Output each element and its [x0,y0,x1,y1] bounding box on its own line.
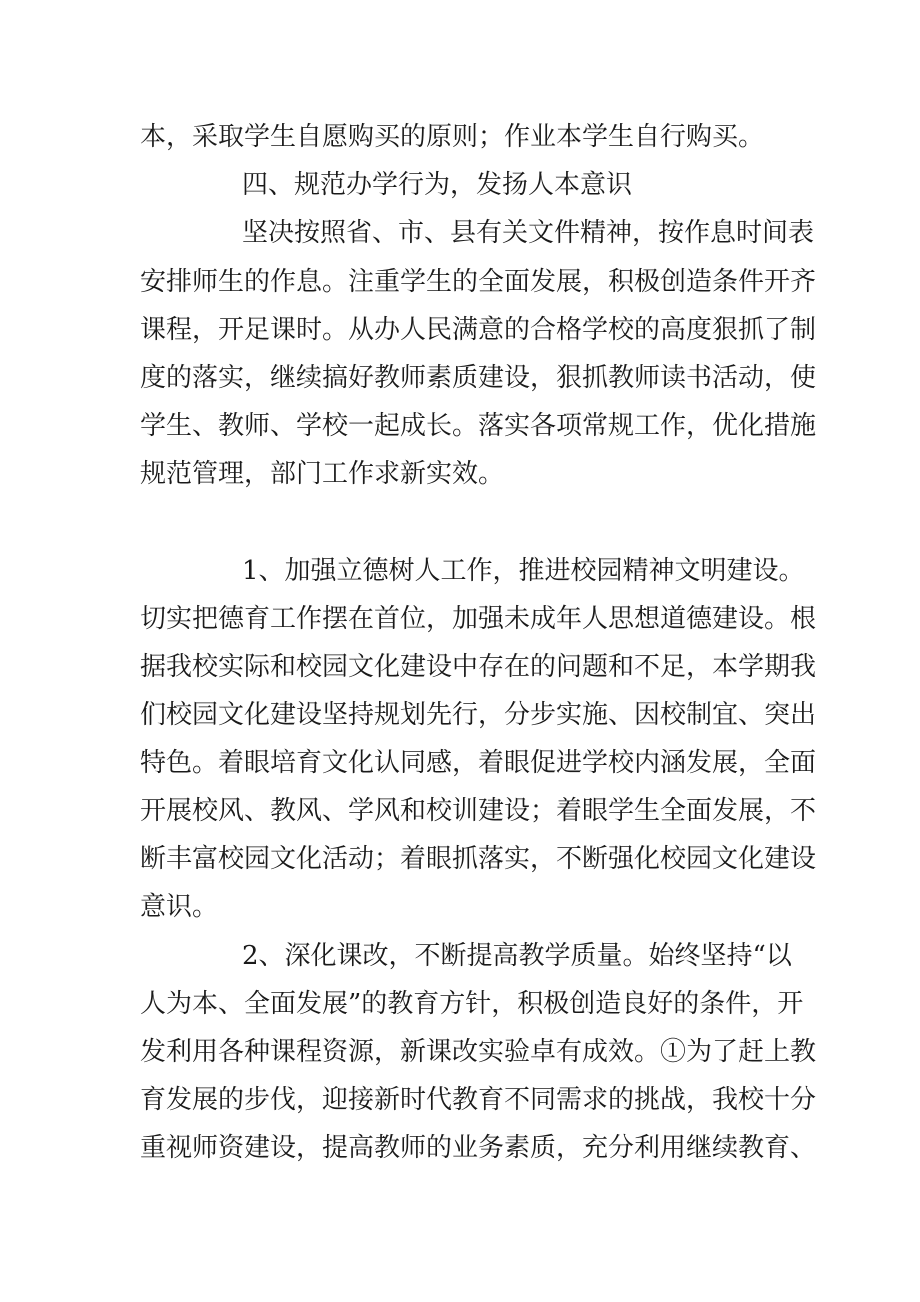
text-line-13: 特色。着眼培育文化认同感，着眼促进学校内涵发展，全面 [140,748,817,778]
text-line-12: 们校园文化建设坚持规划先行，分步实施、因校制宜、突出 [140,700,817,730]
item-1-heading: 1、加强立德树人工作，推进校园精神文明建设。 [242,556,805,586]
section-heading: 四、规范办学行为，发扬人本意识 [242,170,633,200]
item-2-heading: 2、深化课改，不断提高教学质量。始终坚持“以 [242,941,792,971]
text-line-14: 开展校风、教风、学风和校训建设；着眼学生全面发展，不 [140,796,817,826]
text-line-20: 育发展的步伐，迎接新时代教育不同需求的挑战，我校十分 [140,1085,817,1115]
text-line-8: 规范管理，部门工作求新实效。 [140,459,505,489]
text-line-11: 据我校实际和校园文化建设中存在的问题和不足，本学期我 [140,652,817,682]
text-line-1: 本，采取学生自愿购买的原则；作业本学生自行购买。 [140,122,765,152]
text-line-7: 学生、教师、学校一起成长。落实各项常规工作，优化措施 [140,411,817,441]
text-line-6: 度的落实，继续搞好教师素质建设，狠抓教师读书活动，使 [140,363,817,393]
paragraph-first-line: 坚决按照省、市、县有关文件精神，按作息时间表 [242,218,815,248]
text-line-10: 切实把德育工作摆在首位，加强未成年人思想道德建设。根 [140,604,817,634]
text-line-19: 发利用各种课程资源，新课改实验卓有成效。①为了赶上教 [140,1037,817,1067]
text-line-16: 意识。 [140,892,219,922]
text-line-15: 断丰富校园文化活动；着眼抓落实，不断强化校园文化建设 [140,844,817,874]
text-line-5: 课程，开足课时。从办人民满意的合格学校的高度狠抓了制 [140,315,817,345]
text-line-18: 人为本、全面发展”的教育方针，积极创造良好的条件，开 [140,989,804,1019]
text-line-4: 安排师生的作息。注重学生的全面发展，积极创造条件开齐 [140,267,817,297]
text-line-21: 重视师资建设，提高教师的业务素质，充分利用继续教育、 [140,1133,817,1163]
